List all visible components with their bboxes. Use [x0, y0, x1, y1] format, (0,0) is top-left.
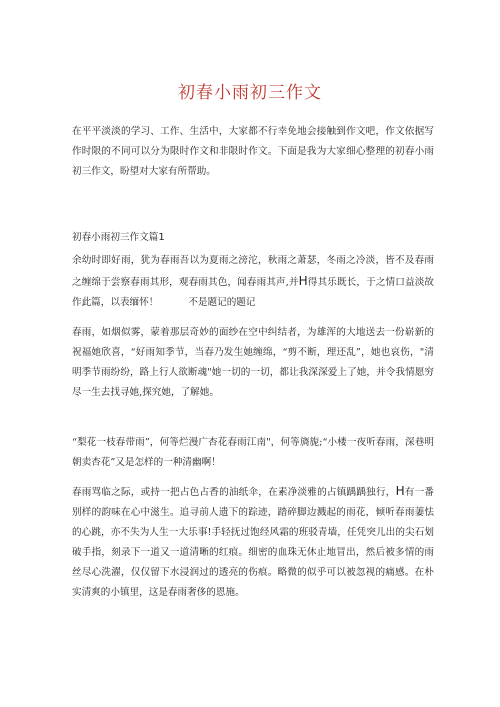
paragraph-1 [72, 251, 434, 313]
paragraph-4-part-a: 春雨骂临之际，或持一把占色占香的油纸伞，在素净淡雅的占镇踽踽独行， [72, 487, 396, 498]
paragraph-1-glyph: H [298, 274, 308, 288]
section-heading [72, 229, 165, 243]
paragraph-2: 春雨，如烟似雾，蒙着那层奇妙的面纱在空中纠结者，为雄浑的大地送去一份崭新的祝福她欣喜，“好雨知季节，当春乃发生她缠绵，“剪不断，理还乱”，她也哀伤，"清明季节雨纷纷，路上行人欲断魂"她一切的一切，都让我深深爱上了她，并令我情愿穷尽一生去找寻她,探究她，了解她。 [72, 327, 434, 398]
page-title: 初春小雨初三作文 [178, 83, 322, 103]
paragraph-4-glyph: H [395, 484, 405, 498]
paragraph-1-part-b: 得其乐既长，于之情口益淡故作此篇，以表缅怀！ [72, 277, 434, 308]
section-heading-number: 1 [158, 232, 165, 243]
paragraph-1-note: 不是题记的题记 [188, 297, 256, 308]
section-heading-text: 初春小雨初三作文篇 [72, 232, 159, 243]
intro-paragraph: 在平平淡淡的学习、工作、生活中，大家都不行幸免地会接触到作文吧，作文依据写作时限的不同可以分为限时作文和非限时作文。下面是我为大家细心整理的初春小雨初三作文，盼望对大家有所帮助。 [72, 126, 434, 177]
paragraph-3: “梨花一枝春带雨”，何等烂漫广杏花春雨江南"，何等旖旎;“小楼一夜听春雨，深巷明朝卖杏花”又是怎样的一种清幽啊！ [72, 437, 434, 468]
paragraph-1-part-a: 余幼时即好雨，犹为春雨吾以为夏雨之滂沱，秋雨之萧瑟，冬雨之冷淡，皆不及春雨之缠绵于尝察春雨其形，观春雨其色，闻春雨其声,并 [72, 255, 434, 288]
paragraph-4-part-b: 有一番别样的韵味在心中滋生。追寻前人遗下的踪迹，踏碎脚边溅起的雨花，倾听春雨萋怯的心跳，亦不失为人生一大乐事!手轻抚过饱经风霜的班驳青墙，任凭突儿出的尖石划破手指，刻录下一道又一道清晰的红痕。细密的血珠无休止地冒出，然后被多情的雨丝尽心洗濯，仅仅留下水浸润过的透亮的伤痕。略微的似乎可以被忽视的痛感。在朴实清爽的小镇里，这是春雨奢侈的恩施。 [72, 487, 435, 598]
paragraph-4 [72, 481, 434, 603]
